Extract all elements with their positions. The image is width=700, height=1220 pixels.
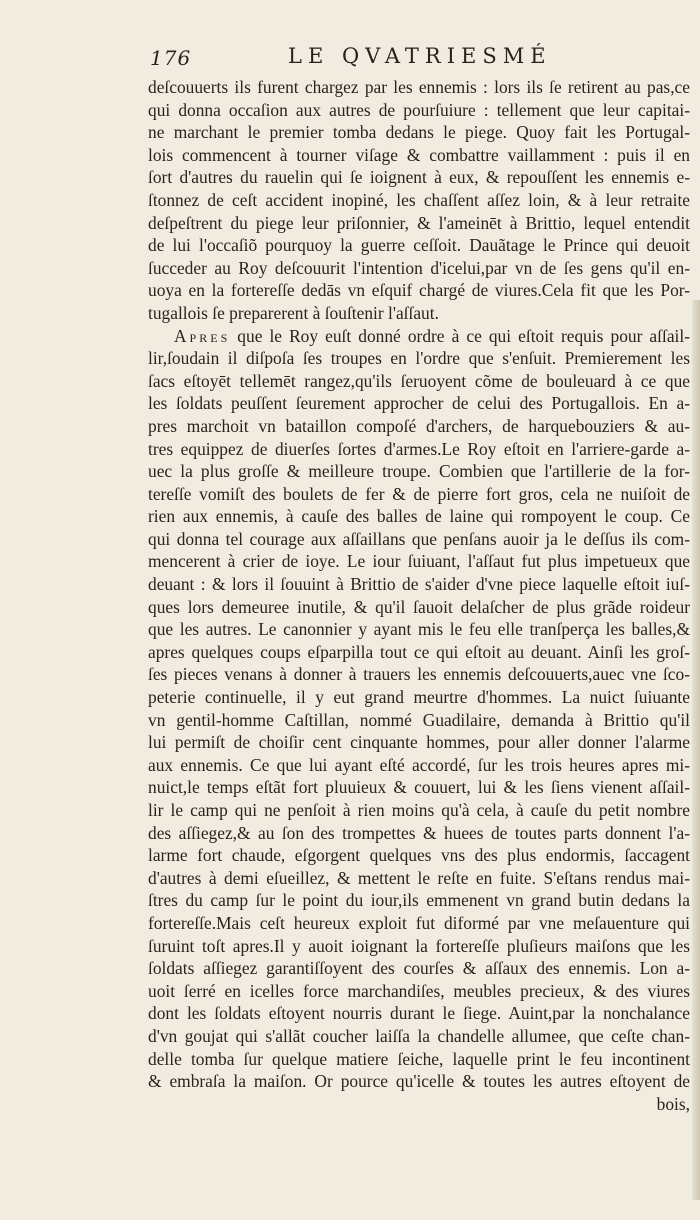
text-line: lui permiſt de choiſir cent cinquante hommes, pour aller donner l'alarme: [148, 732, 690, 753]
folio-number: 176: [150, 46, 192, 70]
text-line: tres equippez de diuerſes ſortes d'armes.Le Roy eſtoit en l'arriere-garde a-: [148, 438, 690, 459]
paragraph-2: [148, 347, 690, 1093]
text-line: de lui l'occaſiõ pourquoy la guerre ceſſoit. Dauãtage le Prince qui deuoit: [148, 235, 690, 256]
paragraph-2-first-line: [148, 325, 690, 348]
text-line: tugallois ſe preparerent à ſouſtenir l'aſſaut.: [148, 302, 439, 323]
text-line: & embraſa la maiſon. Or pource qu'icelle & toutes les autres eſtoyent de: [148, 1071, 690, 1092]
text-line: des aſſiegez,& au ſon des trompettes & huees de toutes parts donnent l'a-: [148, 822, 690, 843]
text-line: larme fort chaude, eſgorgent quelques vns des plus endormis, ſaccagent: [148, 845, 690, 866]
text-line: uoya en la fortereſſe dedās vn eſquif chargé de viures.Cela fit que les Por-: [148, 280, 690, 301]
catchword: bois,: [656, 1093, 690, 1114]
text-line: que les autres. Le canonnier y ayant mis le feu elle tranſperça les balles,&: [148, 619, 690, 640]
text-line: ſuruint toſt apres.Il y auoit ioignant la fortereſſe pluſieurs maiſons que les: [148, 935, 690, 956]
text-line: mencerent à crier de ioye. Le iour ſuiuant, l'aſſaut fut plus impetueux que: [148, 551, 690, 572]
text-line: uoit ſerré en icelles force marchandiſes, meubles precieux, & des viures: [148, 980, 690, 1001]
page-edge: [692, 300, 700, 1200]
text-line: apres quelques coups eſparpilla tout ce qui eſtoit au deuant. Ainſi les groſ-: [148, 641, 690, 662]
text-line: aux ennemis. Ce que lui ayant eſté accordé, ſur les trois heures apres mi-: [148, 754, 690, 775]
text-line: ſacs eſtoyēt tellemēt rangez,qu'ils ſeruoyent cõme de bouleuard à ce que: [148, 370, 690, 391]
body-text: [148, 76, 690, 1115]
text-line: vn gentil-homme Caſtillan, nommé Guadilaire, demanda à Brittio qu'il: [148, 709, 690, 730]
text-line: les ſoldats peuſſent ſeurement approcher de celui des Portugallois. En a-: [148, 393, 690, 414]
text-line: ques lors demeuree inutile, & qu'il ſauoit delaſcher de plus grãde roideur: [148, 596, 690, 617]
text-line: ſes pieces venans à donner à trauers les ennemis deſcouuerts,auec vne ſco-: [148, 664, 690, 685]
text-line: lir,ſoudain il diſpoſa ſes troupes en l'ordre que s'enſuit. Premierement les: [148, 348, 690, 369]
text-line: rien aux ennemis, à cauſe des balles de laine qui rompoyent le coup. Ce: [148, 506, 690, 527]
text-line: uec la plus groſſe & meilleure troupe. Combien que l'artillerie de la for-: [148, 461, 690, 482]
paragraph-1: [148, 76, 690, 325]
paragraph-2-first-rest: que le Roy euſt donné ordre à ce qui eſtoit requis pour aſſail-: [230, 325, 690, 346]
text-line: d'vn goujat qui s'allãt coucher laiſſa la chandelle allumee, que ceſte chan-: [148, 1025, 690, 1046]
text-line: ſtres du camp ſur le point du iour,ils emmenent vn grand butin dedans la: [148, 890, 690, 911]
running-title: LE QVATRIESMÉ: [288, 44, 552, 68]
page-header: [150, 44, 700, 74]
text-line: ſucceder au Roy deſcouurit l'intention d'icelui,par vn de ſes gens qu'il en-: [148, 257, 690, 278]
text-line: deuant : & lors il ſouuint à Brittio de s'aider d'vne piece laquelle eſtoit iuſ-: [148, 574, 690, 595]
text-line: ſort d'autres du rauelin qui ſe ioignent à eux, & repouſſent les ennemis e-: [148, 167, 690, 188]
text-line: pres marchoit vn bataillon compoſé d'archers, de harquebouziers & au-: [148, 415, 690, 436]
text-line: tereſſe vomiſt des boulets de fer & de pierre fort gros, cela ne nuiſoit de: [148, 483, 690, 504]
text-line: delle tomba ſur quelque matiere ſeiche, laquelle print le feu incontinent: [148, 1048, 690, 1069]
text-line: lir le camp qui ne penſoit à rien moins qu'à cela, à cauſe du petit nombre: [148, 800, 690, 820]
text-line: dont les ſoldats eſtoyent nourris durant le ſiege. Auint,par la nonchalance: [148, 1003, 690, 1024]
text-line: nuict,le temps eſtãt fort pluuieux & couuert, lui & les ſiens vienent aſſail-: [148, 777, 690, 798]
paragraph-2-lead-word: Apres: [174, 325, 231, 346]
text-line: qui donna tel courage aux aſſaillans que penſans auoir ja le deſſus ils com-: [148, 528, 690, 549]
text-line: ſoldats aſſiegez garantiſſoyent des courſes & aſſaux des ennemis. Lon a-: [148, 958, 690, 979]
text-line: d'autres à demi eſueillez, & mettent le reſte en fuite. S'eſtans rendus mai-: [148, 867, 690, 888]
text-line: fortereſſe.Mais ceſt heureux exploit fut diformé par vne meſauenture qui: [148, 912, 690, 933]
text-line: deſcouuerts ils furent chargez par les ennemis : lors ils ſe retirent au pas,ce: [148, 77, 690, 97]
text-line: deſpeſtrent du piege leur priſonnier, & l'ameinēt à Brittio, lequel entendit: [148, 212, 690, 233]
text-line: peterie continuelle, il y eut grand meurtre d'hommes. La nuict ſuiuante: [148, 687, 690, 708]
text-line: ne marchant le premier tomba dedans le piege. Quoy fait les Portugal-: [148, 122, 690, 143]
text-line: qui donna occaſion aux autres de pourſuiure : tellement que leur capitai-: [148, 99, 690, 120]
text-line: lois commencent à tourner viſage & combattre vaillamment : puis il en: [148, 144, 690, 165]
text-line: ſtonnez de ceſt accident inopiné, les chaſſent aſſez loin, & à leur retraite: [148, 189, 690, 210]
